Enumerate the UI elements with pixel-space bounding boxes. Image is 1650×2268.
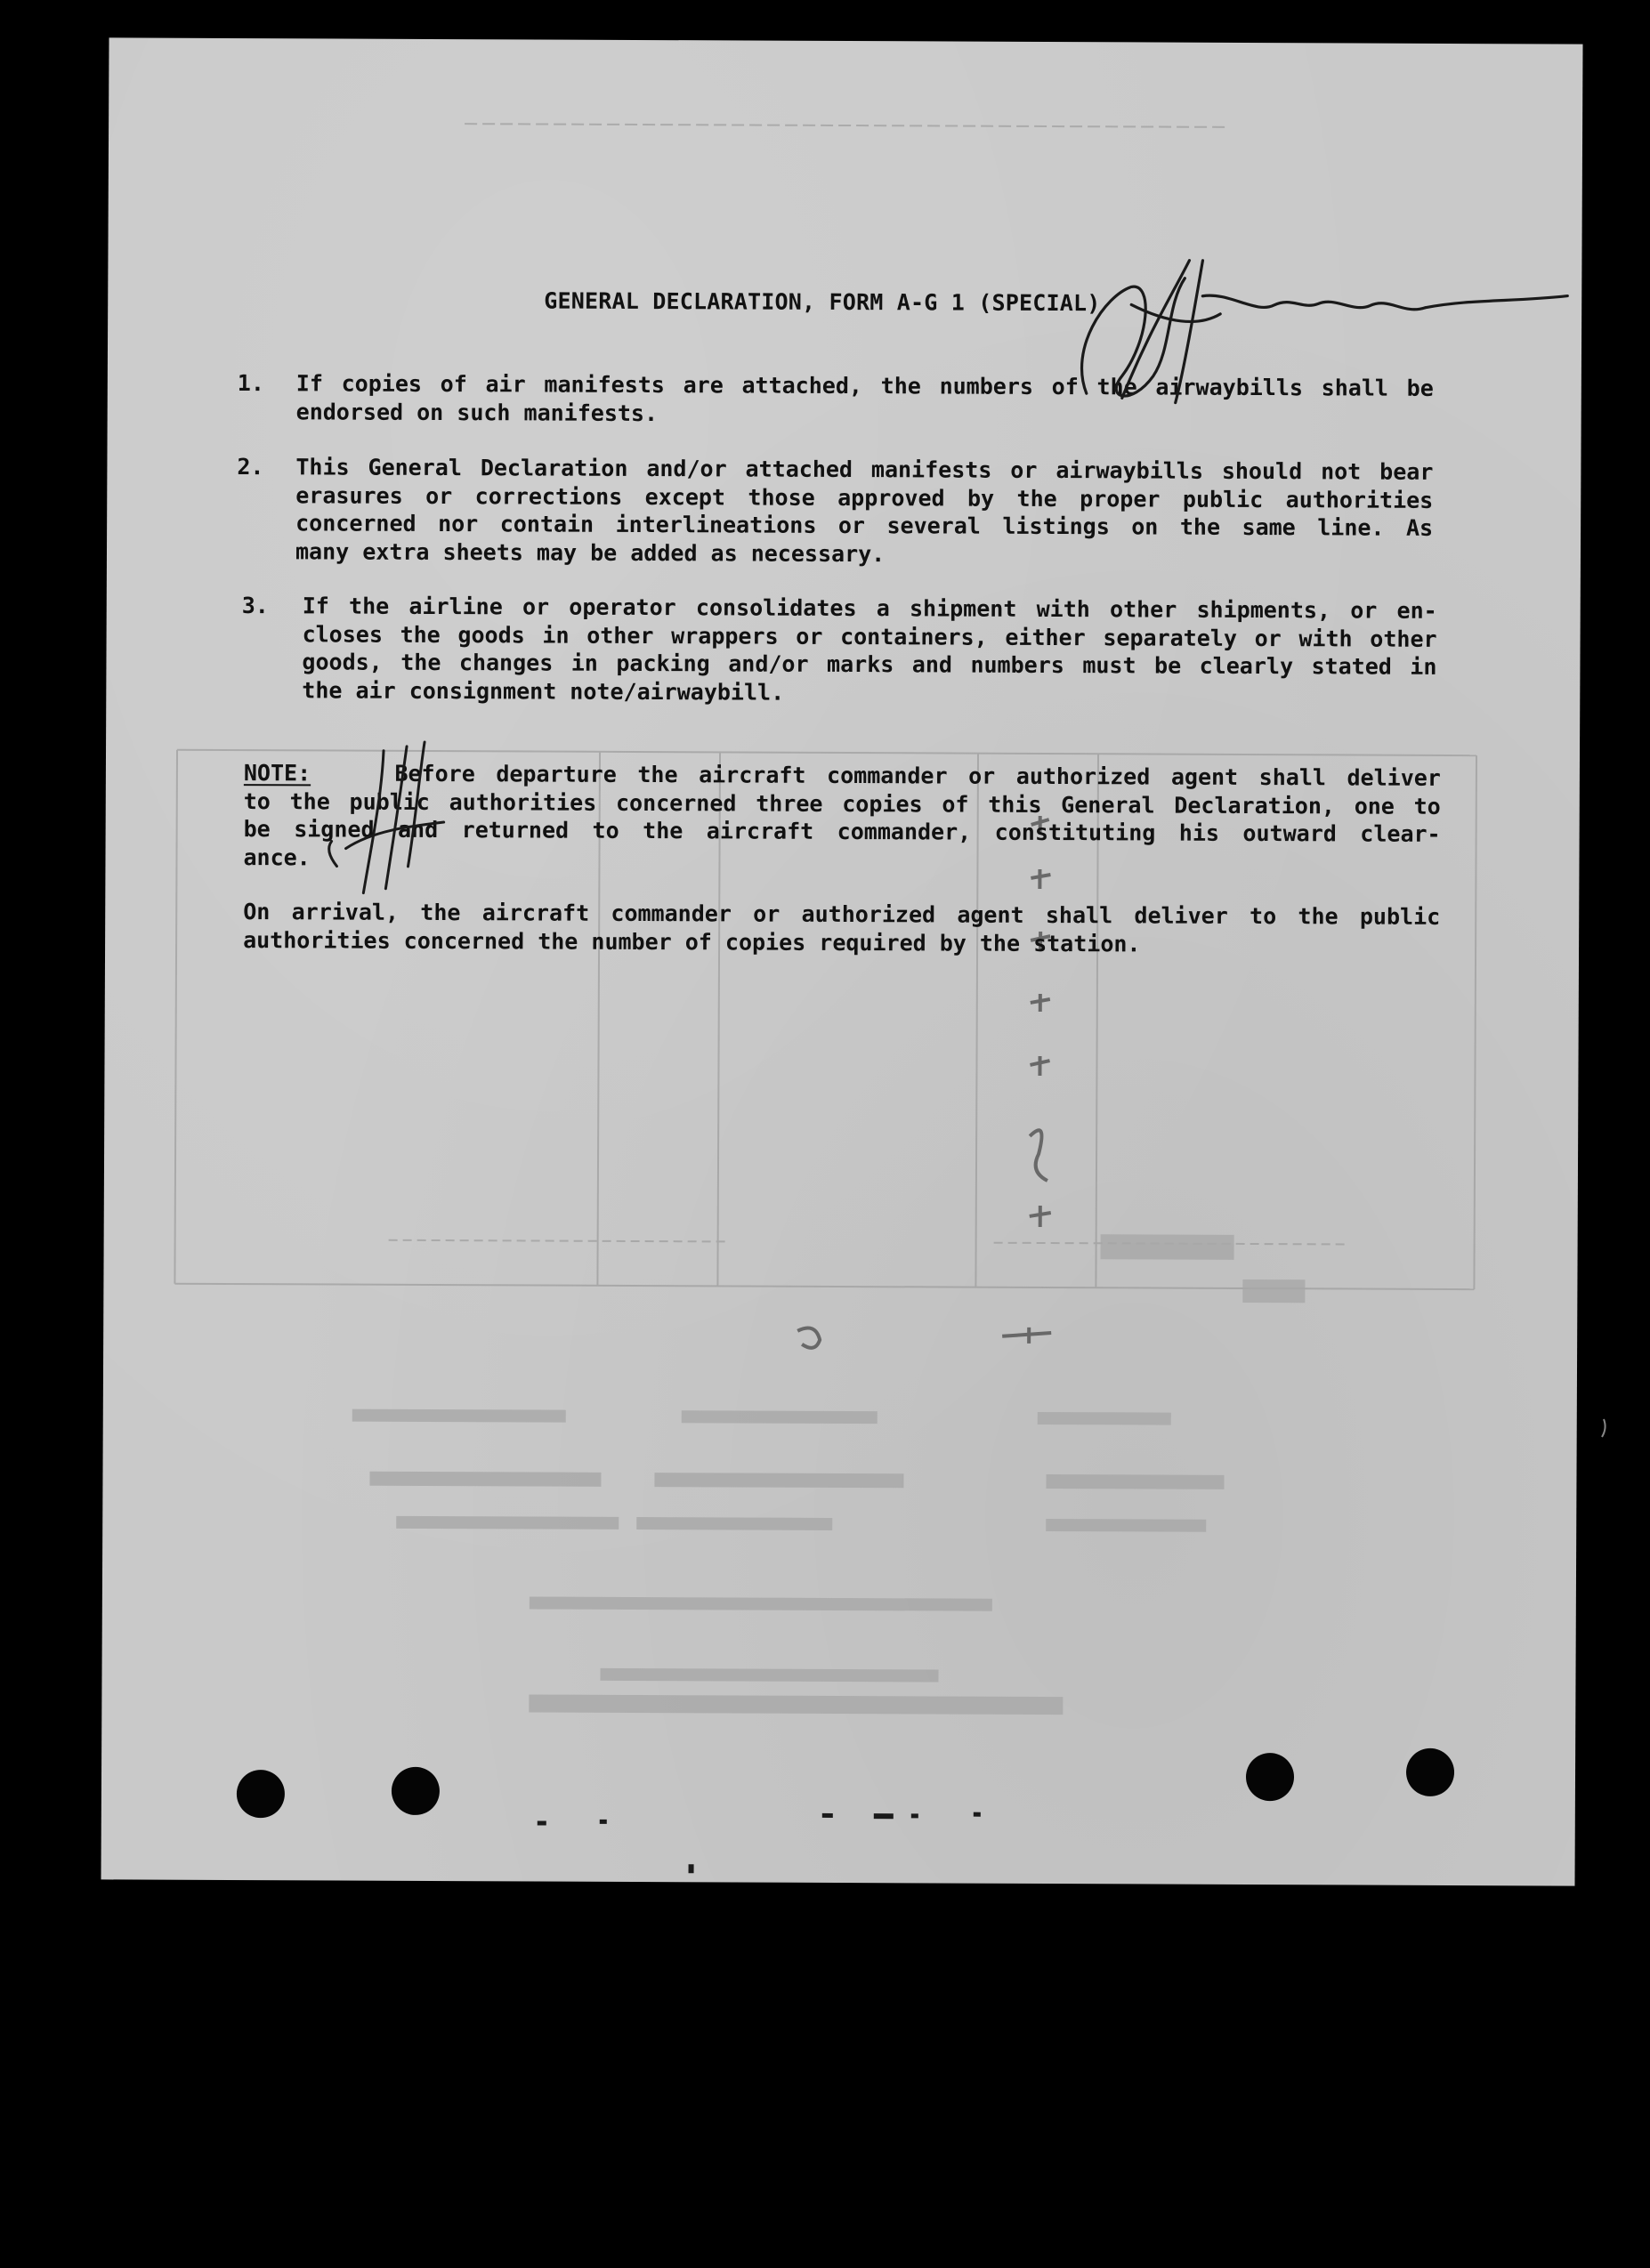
note-line-1-text: Before departure the aircraft commander or authorized agent shall deliver [394, 760, 1441, 791]
item-1-line-1: If copies of air manifests are attached, the numbers of the airwaybills shall be [295, 370, 1434, 401]
item-2-number: 2. [237, 454, 264, 480]
punch-hole-3 [1246, 1753, 1294, 1801]
note-line-3: be signed and returned to the aircraft commander, constituting his outward clear- [243, 816, 1441, 847]
scan-edge-artifact [1579, 0, 1650, 2268]
item-1-line-2: endorsed on such manifests. [295, 398, 659, 426]
punch-hole-1 [237, 1770, 285, 1818]
item-2-text [295, 453, 1434, 570]
item-1-number: 1. [237, 370, 265, 397]
item-2-line-3: concerned nor contain interlineations or several listings on the same line. As [295, 510, 1434, 541]
punch-hole-4 [1406, 1748, 1454, 1796]
form-title: GENERAL DECLARATION, FORM A-G 1 (SPECIAL) [544, 287, 1101, 317]
item-3-text [302, 592, 1437, 709]
item-2-line-4: many extra sheets may be added as necessary. [295, 537, 886, 567]
note-line-4: ance. [243, 843, 311, 870]
item-3-number: 3. [241, 593, 269, 619]
bottom-specks [528, 1801, 1151, 1884]
arrival-line-2: authorities concerned the number of copies required by the station. [243, 926, 1141, 956]
document-page [101, 37, 1582, 1885]
note-label: NOTE: [243, 760, 311, 787]
item-3-line-4: the air consignment note/airwaybill. [302, 676, 785, 706]
handwritten-scribble [319, 723, 462, 902]
item-2-line-2: erasures or corrections except those approved by the proper public authorities [295, 481, 1434, 513]
item-3-line-1: If the airline or operator consolidates a shipment with other shipments, or en- [302, 593, 1437, 624]
punch-hole-2 [392, 1767, 440, 1815]
handwritten-signature [1069, 242, 1586, 432]
arrival-line-1: On arrival, the aircraft commander or authorized agent shall deliver to the public [243, 899, 1441, 930]
item-3-line-3: goods, the changes in packing and/or marks and numbers must be clearly stated in [302, 649, 1437, 680]
note-line-2: to the public authorities concerned three copies of this General Declaration, one to [243, 787, 1441, 819]
item-3-line-2: closes the goods in other wrappers or containers, either separately or with other [302, 620, 1437, 652]
item-2-line-1: This General Declaration and/or attached manifests or airwaybills should not bear [295, 454, 1434, 485]
arrival-paragraph [243, 898, 1440, 959]
